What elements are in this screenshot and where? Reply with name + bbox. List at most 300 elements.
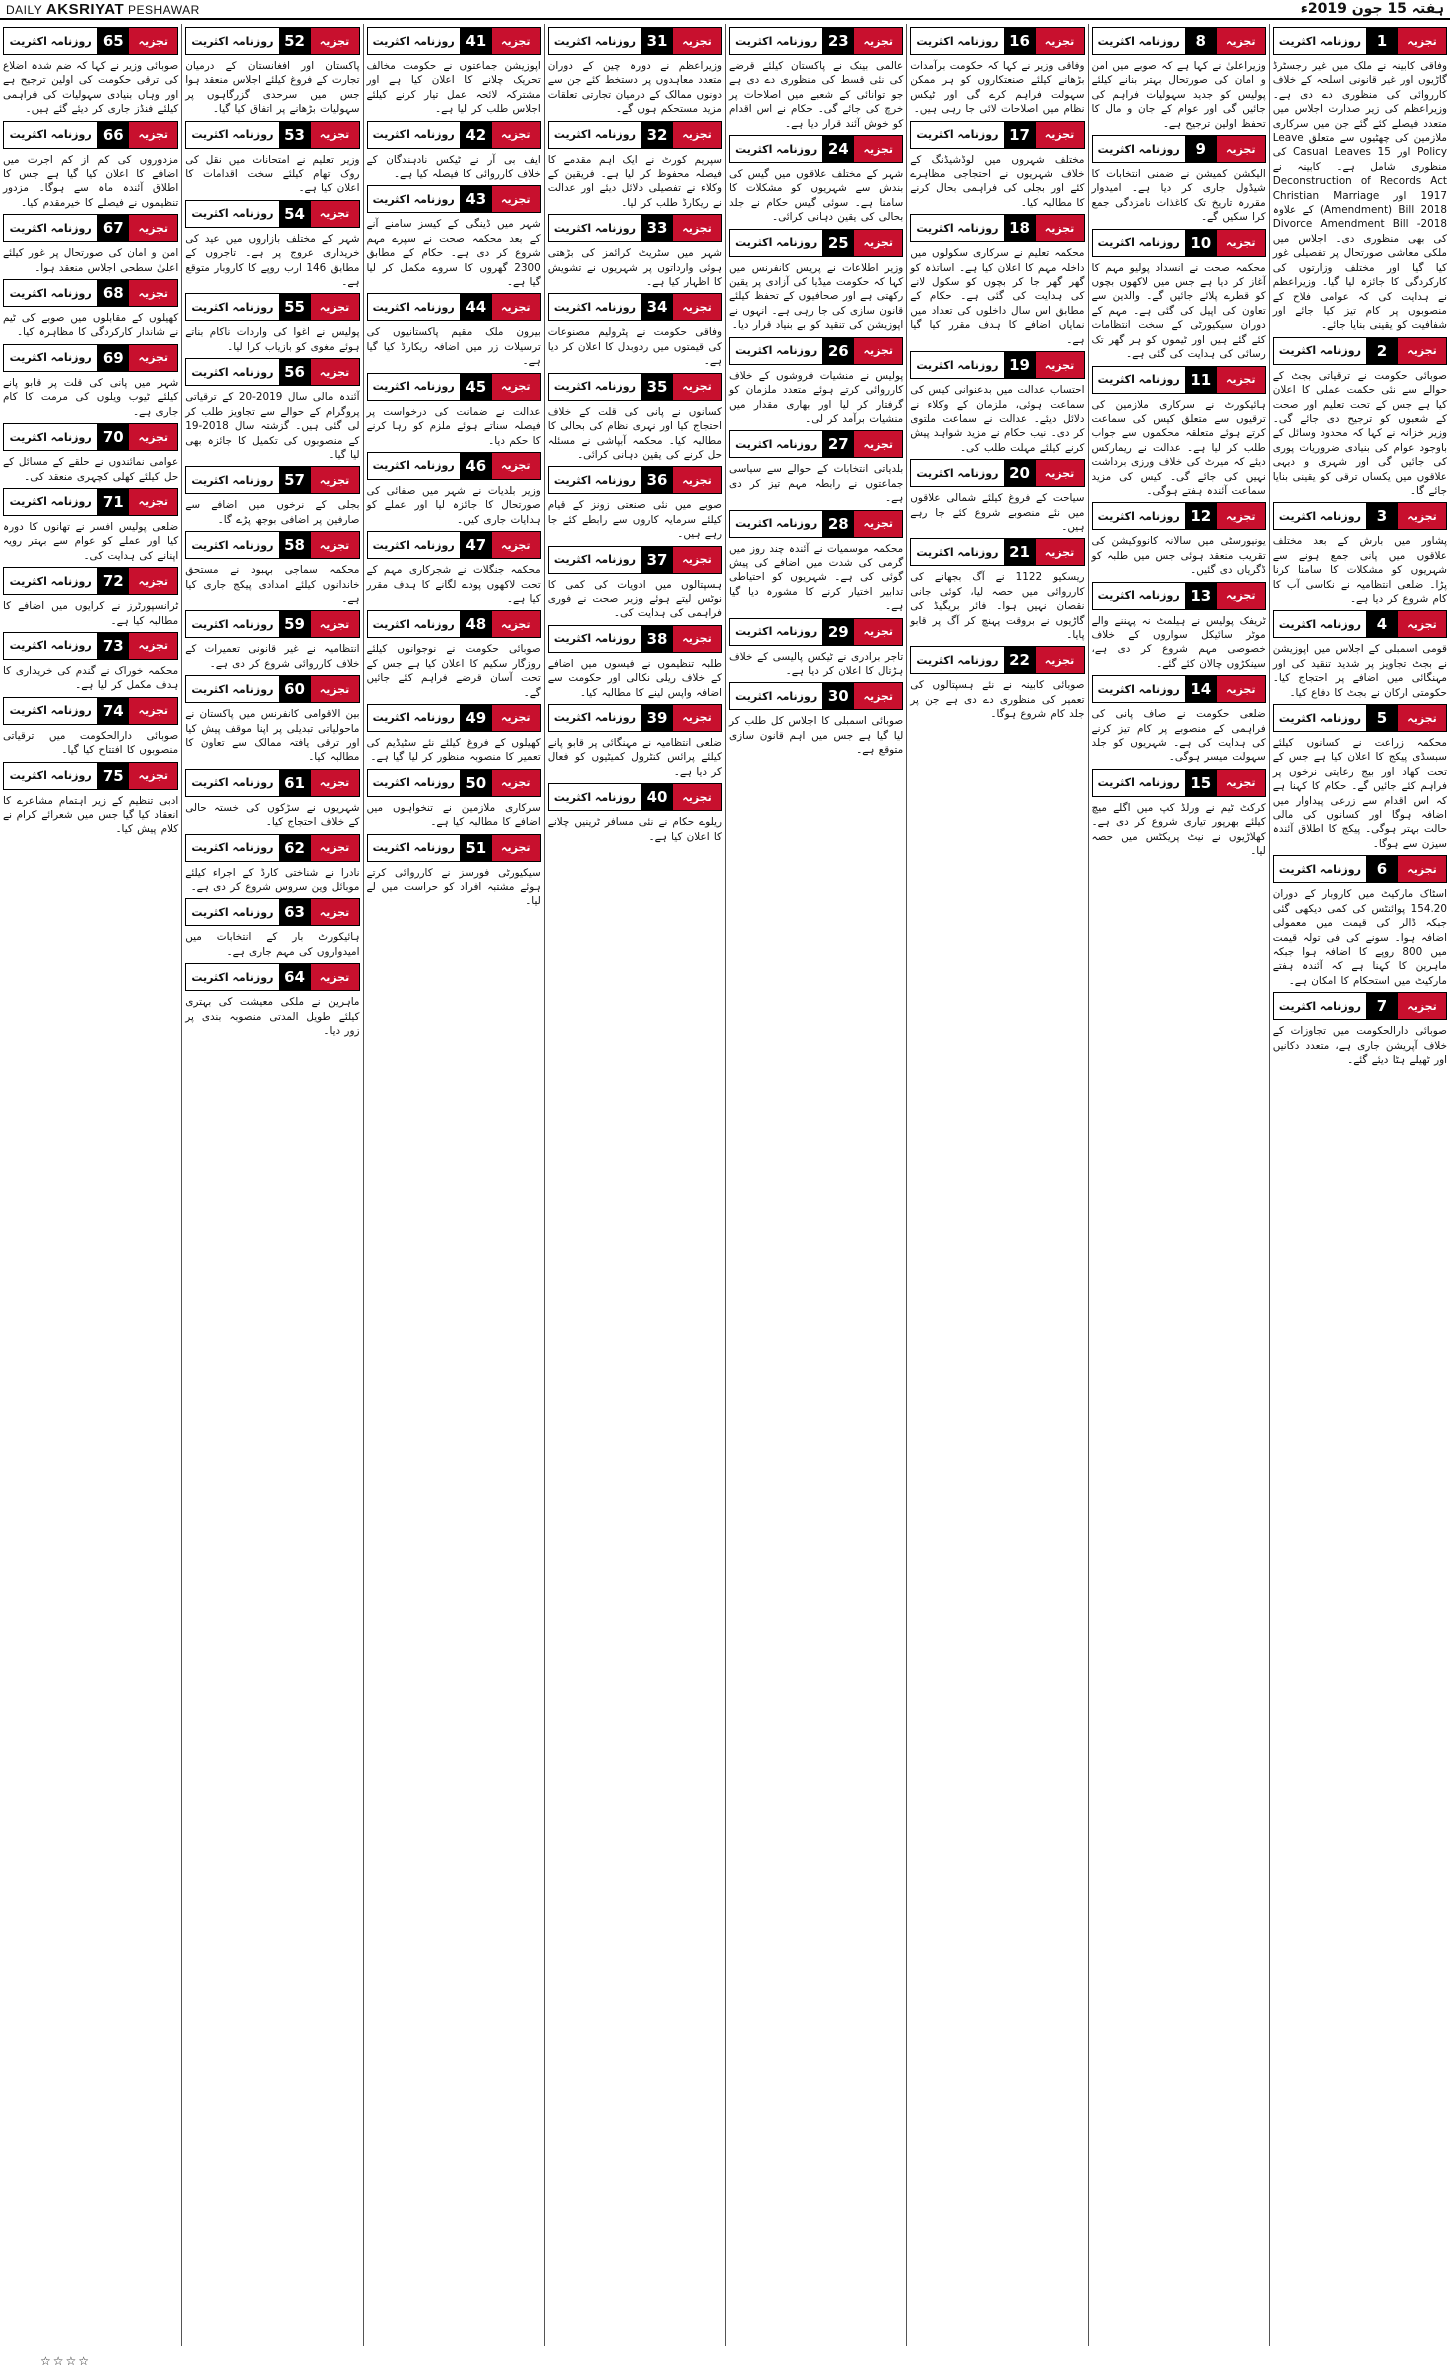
news-item — [548, 293, 722, 368]
item-header-bar — [1273, 27, 1447, 55]
item-body-text: قومی اسمبلی کے اجلاس میں اپوزیشن نے بجٹ تجاویز پر شدید تنقید کی اور مہنگائی میں اضافے پر احتجاج کیا۔ حکومتی ارکان نے بجٹ کا دفاع کیا۔ — [1272, 643, 1447, 699]
item-body-text: ٹریفک پولیس نے ہیلمٹ نہ پہننے والے موٹر سائیکل سواروں کے خلاف خصوصی مہم شروع کر دی ہے، سینکڑوں چالان کئے گئے۔ — [1091, 614, 1266, 670]
item-header-bar — [185, 963, 359, 991]
source-label: روزنامہ اکثریت — [9, 495, 92, 509]
analysis-label: تجزیہ — [673, 784, 721, 810]
source-label: روزنامہ اکثریت — [9, 128, 92, 142]
source-label: روزنامہ اکثریت — [372, 459, 455, 473]
news-item — [729, 337, 903, 427]
item-header-bar — [367, 121, 541, 149]
source-label: روزنامہ اکثریت — [372, 841, 455, 855]
analysis-label: تجزیہ — [854, 431, 902, 457]
source-label: روزنامہ اکثریت — [9, 574, 92, 588]
item-body-text: ریسکیو 1122 نے آگ بجھانے کی کارروائی میں حصہ لیا، کوئی جانی نقصان نہیں ہوا۔ فائر بریگیڈ کی گاڑیوں نے بروقت پہنچ کر آگ پر قابو پایا۔ — [910, 571, 1085, 641]
analysis-label: تجزیہ — [1217, 676, 1265, 702]
item-header-bar — [548, 27, 722, 55]
item-body-text: محکمہ تعلیم نے سرکاری سکولوں میں داخلہ مہم کا اعلان کیا ہے۔ اساتذہ کو گھر گھر جا کر بچوں کو سکول لانے کی ہدایت کی گئی ہے۔ حکام کے مطابق اس سال داخلوں کی تعداد میں نمایاں اضافے کا ہدف مقرر کیا گیا ہے۔ — [910, 247, 1085, 346]
source-label: روزنامہ اکثریت — [553, 632, 636, 646]
item-body-text: طلبہ تنظیموں نے فیسوں میں اضافے کے خلاف ریلی نکالی اور حکومت سے اضافہ واپس لینے کا مطالبہ کیا۔ — [547, 657, 722, 699]
item-body-text: سرکاری ملازمین نے تنخواہوں میں اضافے کا مطالبہ کیا ہے۔ — [366, 801, 541, 829]
analysis-label: تجزیہ — [1036, 539, 1084, 565]
news-item — [548, 373, 722, 463]
item-number: 9 — [1185, 136, 1217, 162]
item-body-text: محکمہ سماجی بہبود نے مستحق خاندانوں کیلئے امدادی پیکج جاری کیا ہے۔ — [185, 564, 360, 605]
news-column — [1269, 24, 1450, 2346]
newspaper-brand — [6, 1, 200, 18]
news-item — [910, 538, 1084, 642]
analysis-label: تجزیہ — [492, 611, 540, 637]
news-item — [548, 625, 722, 700]
item-header-bar — [548, 546, 722, 574]
analysis-label: تجزیہ — [492, 122, 540, 148]
item-number: 16 — [1004, 28, 1036, 54]
source-label: روزنامہ اکثریت — [1097, 373, 1180, 386]
item-body-text: شہر کے مختلف بازاروں میں عید کی خریداری عروج پر ہے۔ تاجروں کے مطابق 146 ارب روپے کا کاروبار متوقع ہے۔ — [185, 232, 360, 289]
item-header-bar — [1273, 704, 1447, 732]
source-label: روزنامہ اکثریت — [191, 617, 274, 631]
news-item — [367, 27, 541, 117]
source-label: روزنامہ اکثریت — [735, 437, 818, 451]
source-label: روزنامہ اکثریت — [1097, 776, 1180, 790]
news-item — [910, 27, 1084, 117]
news-item — [729, 682, 903, 757]
news-item — [367, 185, 541, 289]
item-body-text: ریلوے حکام نے نئی مسافر ٹرینیں چلانے کا اعلان کیا ہے۔ — [547, 816, 722, 843]
news-item — [185, 769, 359, 830]
item-number: 30 — [822, 683, 854, 709]
analysis-label: تجزیہ — [492, 186, 540, 212]
source-label: روزنامہ اکثریت — [372, 300, 455, 314]
item-body-text: ضلعی پولیس افسر نے تھانوں کا دورہ کیا اور عملے کو عوام سے بہتر رویہ اپنانے کی ہدایت کی۔ — [3, 520, 179, 562]
item-header-bar — [910, 214, 1084, 242]
item-body-text: شہر میں سٹریٹ کرائمز کی بڑھتی ہوئی وارداتوں پر شہریوں نے تشویش کا اظہار کیا ہے۔ — [547, 247, 722, 289]
item-header-bar — [185, 358, 359, 386]
news-item — [548, 27, 722, 117]
item-body-text: بجلی کے نرخوں میں اضافے سے صارفین پر اضافی بوجھ پڑے گا۔ — [185, 499, 360, 526]
analysis-label: تجزیہ — [492, 374, 540, 400]
item-body-text: وفاقی حکومت نے پٹرولیم مصنوعات کی قیمتوں میں ردوبدل کا اعلان کر دیا ہے۔ — [547, 326, 722, 368]
item-number: 55 — [279, 294, 311, 320]
analysis-label: تجزیہ — [1398, 611, 1446, 637]
source-label: روزنامہ اکثریت — [916, 358, 999, 372]
analysis-label: تجزیہ — [311, 899, 359, 925]
item-header-bar — [3, 488, 178, 516]
analysis-label: تجزیہ — [129, 763, 177, 789]
analysis-label: تجزیہ — [129, 424, 177, 450]
item-number: 31 — [641, 28, 673, 54]
news-item — [367, 452, 541, 527]
item-number: 53 — [279, 122, 311, 148]
source-label: روزنامہ اکثریت — [1097, 682, 1180, 696]
news-item — [1092, 769, 1266, 859]
source-label: روزنامہ اکثریت — [1278, 344, 1361, 358]
news-item — [1092, 675, 1266, 765]
item-number: 8 — [1185, 28, 1217, 54]
item-number: 4 — [1366, 611, 1398, 637]
source-label: روزنامہ اکثریت — [191, 34, 274, 48]
analysis-label: تجزیہ — [854, 619, 902, 645]
item-body-text: صوبائی حکومت نے نوجوانوں کیلئے روزگار سکیم کا اعلان کیا ہے جس کے تحت آسان قرضے فراہم کئے جائیں گے۔ — [366, 643, 541, 699]
source-label: روزنامہ اکثریت — [9, 221, 92, 235]
item-body-text: عالمی بینک نے پاکستان کیلئے قرضے کی نئی قسط کی منظوری دے دی ہے جو توانائی کے شعبے میں اصلاحات پر خرچ کی جائے گی۔ حکام نے اس اقدام کو خوش آئند قرار دیا ہے۔ — [729, 60, 904, 130]
item-number: 7 — [1366, 993, 1398, 1019]
news-item — [3, 279, 178, 340]
item-number: 37 — [641, 547, 673, 573]
source-label: روزنامہ اکثریت — [1097, 589, 1180, 603]
item-header-bar — [367, 452, 541, 480]
news-item — [3, 27, 178, 117]
item-body-text: صوبائی وزیر نے کہا کہ ضم شدہ اضلاع کی ترقی حکومت کی اولین ترجیح ہے اور وہاں بنیادی سہولیات کی فراہمی کیلئے فنڈز جاری کر دیئے گئے ہیں۔ — [3, 60, 179, 116]
item-header-bar — [729, 430, 903, 458]
source-label: روزنامہ اکثریت — [1278, 711, 1361, 725]
item-number: 70 — [97, 424, 129, 450]
item-header-bar — [1092, 502, 1266, 530]
item-number: 2 — [1366, 338, 1398, 364]
masthead — [0, 0, 1450, 20]
analysis-label: تجزیہ — [854, 136, 902, 162]
analysis-label: تجزیہ — [311, 835, 359, 861]
item-body-text: پاکستان اور افغانستان کے درمیان تجارت کے فروغ کیلئے اجلاس منعقد ہوا جس میں سرحدی گزرگاہوں پر سہولیات بڑھانے پر اتفاق کیا گیا۔ — [185, 60, 360, 116]
source-label: روزنامہ اکثریت — [735, 34, 818, 48]
item-number: 60 — [279, 676, 311, 702]
analysis-label: تجزیہ — [492, 770, 540, 796]
item-body-text: صوبائی کابینہ نے نئے ہسپتالوں کی تعمیر کی منظوری دے دی ہے جن پر جلد کام شروع ہوگا۔ — [910, 679, 1085, 721]
news-item — [1092, 135, 1266, 225]
source-label: روزنامہ اکثریت — [191, 473, 274, 487]
analysis-label: تجزیہ — [1036, 122, 1084, 148]
source-label: روزنامہ اکثریت — [1278, 862, 1361, 876]
source-label: روزنامہ اکثریت — [916, 128, 999, 142]
item-number: 33 — [641, 215, 673, 241]
news-item — [729, 27, 903, 131]
news-item — [548, 783, 722, 844]
news-item — [548, 214, 722, 289]
analysis-label: تجزیہ — [854, 511, 902, 537]
item-body-text: عدالت نے ضمانت کی درخواست پر فیصلہ سناتے ہوئے ملزم کو رہا کرنے کا حکم دیا۔ — [366, 405, 541, 447]
source-label: روزنامہ اکثریت — [1097, 142, 1180, 156]
item-body-text: امن و امان کی صورتحال پر غور کیلئے اعلیٰ سطحی اجلاس منعقد ہوا۔ — [3, 247, 179, 274]
item-header-bar — [1092, 135, 1266, 163]
item-number: 56 — [279, 359, 311, 385]
news-item — [185, 531, 359, 606]
analysis-label: تجزیہ — [1217, 503, 1265, 529]
item-number: 42 — [460, 122, 492, 148]
item-header-bar — [367, 373, 541, 401]
item-body-text: شہر میں ڈینگی کے کیسز سامنے آنے کے بعد محکمہ صحت نے سپرے مہم شروع کر دی ہے۔ حکام کے مطابق 2300 گھروں کا سروے مکمل کر لیا گیا ہے۔ — [366, 218, 541, 289]
item-body-text: کھیلوں کے فروغ کیلئے نئے سٹیڈیم کی تعمیر کا منصوبہ منظور کر لیا گیا ہے۔ — [366, 736, 541, 764]
news-item — [185, 834, 359, 895]
item-header-bar — [367, 185, 541, 213]
item-number: 38 — [641, 626, 673, 652]
news-item — [1273, 27, 1447, 333]
analysis-label: تجزیہ — [1398, 856, 1446, 882]
analysis-label: تجزیہ — [311, 467, 359, 493]
item-body-text: سیکیورٹی فورسز نے کارروائی کرتے ہوئے مشتبہ افراد کو حراست میں لے لیا۔ — [366, 866, 541, 908]
news-item — [367, 121, 541, 182]
news-item — [1273, 610, 1447, 700]
analysis-label: تجزیہ — [854, 338, 902, 364]
analysis-label: تجزیہ — [492, 28, 540, 54]
source-label: روزنامہ اکثریت — [735, 236, 818, 250]
item-number: 21 — [1004, 539, 1036, 565]
news-column — [544, 24, 725, 2346]
item-header-bar — [185, 531, 359, 559]
news-item — [185, 358, 359, 462]
news-item — [185, 675, 359, 765]
analysis-label: تجزیہ — [1036, 647, 1084, 673]
analysis-label: تجزیہ — [1217, 28, 1265, 54]
analysis-label: تجزیہ — [311, 122, 359, 148]
item-number: 51 — [460, 835, 492, 861]
item-header-bar — [185, 466, 359, 494]
item-header-bar — [910, 351, 1084, 379]
item-header-bar — [367, 834, 541, 862]
news-item — [185, 963, 359, 1038]
item-number: 43 — [460, 186, 492, 212]
news-columns — [0, 24, 1450, 2346]
source-label: روزنامہ اکثریت — [735, 689, 818, 703]
analysis-label: تجزیہ — [673, 374, 721, 400]
item-body-text: بیرون ملک مقیم پاکستانیوں کی ترسیلات زر میں اضافہ ریکارڈ کیا گیا ہے۔ — [366, 326, 541, 368]
analysis-label: تجزیہ — [129, 698, 177, 724]
item-body-text: وزیراعلیٰ نے کہا ہے کہ صوبے میں امن و امان کی صورتحال بہتر بنانے کیلئے پولیس کو جدید سہولیات فراہم کی جائیں گی اور عوام کے جان و مال کا تحفظ اولین ترجیح ہے۔ — [1091, 60, 1266, 130]
item-header-bar — [367, 27, 541, 55]
item-header-bar — [367, 769, 541, 797]
analysis-label: تجزیہ — [1036, 460, 1084, 486]
item-number: 66 — [97, 122, 129, 148]
item-body-text: پولیس نے اغوا کی واردات ناکام بناتے ہوئے مغوی کو بازیاب کرا لیا۔ — [185, 326, 360, 353]
item-header-bar — [367, 610, 541, 638]
item-body-text: کھیلوں کے مقابلوں میں صوبے کی ٹیم نے شاندار کارکردگی کا مظاہرہ کیا۔ — [3, 312, 179, 339]
item-number: 36 — [641, 467, 673, 493]
item-number: 52 — [279, 28, 311, 54]
news-item — [185, 121, 359, 196]
item-header-bar — [910, 538, 1084, 566]
news-column — [181, 24, 362, 2346]
source-label: روزنامہ اکثریت — [372, 380, 455, 394]
item-header-bar — [185, 27, 359, 55]
item-header-bar — [1273, 502, 1447, 530]
item-header-bar — [729, 618, 903, 646]
item-header-bar — [1092, 769, 1266, 797]
item-body-text: شہر کے مختلف علاقوں میں گیس کی بندش سے شہریوں کو مشکلات کا سامنا ہے۔ سوئی گیس حکام نے جلد بحالی کی یقین دہانی کرائی۔ — [729, 168, 904, 224]
item-body-text: وزیر اطلاعات نے پریس کانفرنس میں کہا کہ حکومت میڈیا کی آزادی پر یقین رکھتی ہے اور صحافیوں کے تحفظ کیلئے قانون سازی کی جا رہی ہے۔ انہوں نے اپوزیشن کی تنقید کو بے بنیاد قرار دیا۔ — [729, 261, 904, 332]
analysis-label: تجزیہ — [1036, 215, 1084, 241]
analysis-label: تجزیہ — [311, 28, 359, 54]
source-label: روزنامہ اکثریت — [553, 711, 636, 725]
item-number: 49 — [460, 705, 492, 731]
news-item — [3, 214, 178, 275]
analysis-label: تجزیہ — [311, 964, 359, 990]
news-item — [729, 135, 903, 225]
item-header-bar — [3, 697, 178, 725]
source-label: روزنامہ اکثریت — [372, 128, 455, 142]
news-item — [729, 618, 903, 679]
source-label: روزنامہ اکثریت — [553, 300, 636, 314]
item-body-text: صوبے میں نئی صنعتی زونز کے قیام کیلئے سرمایہ کاروں سے رابطے کئے جا رہے ہیں۔ — [547, 499, 722, 541]
item-number: 73 — [97, 633, 129, 659]
analysis-label: تجزیہ — [1217, 583, 1265, 609]
item-header-bar — [185, 610, 359, 638]
source-label: روزنامہ اکثریت — [1097, 34, 1180, 48]
source-label: روزنامہ اکثریت — [553, 553, 636, 567]
item-number: 22 — [1004, 647, 1036, 673]
analysis-label: تجزیہ — [311, 532, 359, 558]
item-header-bar — [1092, 229, 1266, 257]
item-number: 40 — [641, 784, 673, 810]
item-header-bar — [367, 704, 541, 732]
item-number: 13 — [1185, 583, 1217, 609]
item-number: 62 — [279, 835, 311, 861]
item-number: 3 — [1366, 503, 1398, 529]
news-item — [3, 344, 178, 419]
item-body-text: ہائیکورٹ بار کے انتخابات میں امیدواروں کی مہم جاری ہے۔ — [185, 931, 360, 958]
item-number: 39 — [641, 705, 673, 731]
item-body-text: کرکٹ ٹیم نے ورلڈ کپ میں اگلے میچ کیلئے بھرپور تیاری شروع کر دی ہے۔ کھلاڑیوں نے نیٹ پریکٹس میں حصہ لیا۔ — [1091, 801, 1266, 858]
news-item — [367, 293, 541, 368]
item-header-bar — [185, 769, 359, 797]
item-header-bar — [3, 423, 178, 451]
source-label: روزنامہ اکثریت — [191, 776, 274, 790]
item-body-text: تاجر برادری نے ٹیکس پالیسی کے خلاف ہڑتال کا اعلان کر دیا ہے۔ — [729, 650, 904, 677]
item-body-text: محکمہ صحت نے انسداد پولیو مہم کا آغاز کر دیا ہے جس میں لاکھوں بچوں کو قطرے پلائے جائیں گے۔ والدین سے تعاون کی اپیل کی گئی ہے۔ مہم کے دوران سیکیورٹی کے سخت انتظامات کئے گئے ہیں اور ٹیموں کو ہر گھر تک رسائی کی ہدایت کی گئی ہے۔ — [1091, 261, 1266, 361]
item-header-bar — [910, 27, 1084, 55]
item-number: 19 — [1004, 352, 1036, 378]
item-body-text: وزیراعظم نے دورہ چین کے دوران متعدد معاہدوں پر دستخط کئے جن سے دونوں ممالک کے درمیان تجارتی تعلقات مزید مستحکم ہوں گے۔ — [547, 60, 722, 116]
item-body-text: احتساب عدالت میں بدعنوانی کیس کی سماعت ہوئی، ملزمان کے وکلاء نے دلائل دیئے۔ عدالت نے سماعت ملتوی کر دی۔ نیب حکام نے مزید شواہد پیش کرنے کیلئے مہلت طلب کی۔ — [910, 384, 1085, 454]
item-number: 14 — [1185, 676, 1217, 702]
item-body-text: ضلعی انتظامیہ نے مہنگائی پر قابو پانے کیلئے پرائس کنٹرول کمیٹیوں کو فعال کر دیا ہے۔ — [547, 736, 722, 778]
item-number: 63 — [279, 899, 311, 925]
source-label: روزنامہ اکثریت — [916, 34, 999, 48]
source-label: روزنامہ اکثریت — [553, 473, 636, 487]
item-header-bar — [185, 200, 359, 228]
item-number: 50 — [460, 770, 492, 796]
news-item — [3, 762, 178, 837]
item-body-text: مختلف شہروں میں لوڈشیڈنگ کے خلاف شہریوں نے احتجاجی مظاہرے کئے اور بجلی کی فراہمی بحال کرنے کا مطالبہ کیا۔ — [910, 153, 1085, 209]
news-item — [3, 121, 178, 211]
item-body-text: انتظامیہ نے غیر قانونی تعمیرات کے خلاف کارروائی شروع کر دی ہے۔ — [185, 643, 360, 670]
news-item — [1092, 229, 1266, 362]
item-number: 61 — [279, 770, 311, 796]
item-body-text: اسٹاک مارکیٹ میں کاروبار کے دوران 154.20 پوائنٹس کی کمی دیکھی گئی جبکہ ڈالر کی قیمت میں معمولی اضافہ ہوا۔ سونے کی فی تولہ قیمت میں 800 روپے کا اضافہ ہوا جبکہ ماہرین کا کہنا ہے کہ آئندہ ہفتے مارکیٹ میں استحکام کا امکان ہے۔ — [1272, 888, 1447, 987]
analysis-label: تجزیہ — [673, 547, 721, 573]
news-item — [367, 610, 541, 700]
item-number: 15 — [1185, 770, 1217, 796]
item-header-bar — [3, 27, 178, 55]
item-number: 35 — [641, 374, 673, 400]
analysis-label: تجزیہ — [129, 633, 177, 659]
item-number: 28 — [822, 511, 854, 537]
analysis-label: تجزیہ — [1398, 503, 1446, 529]
item-number: 24 — [822, 136, 854, 162]
analysis-label: تجزیہ — [673, 626, 721, 652]
end-stars: ☆☆☆☆ — [40, 2354, 92, 2368]
item-number: 44 — [460, 294, 492, 320]
item-number: 18 — [1004, 215, 1036, 241]
analysis-label: تجزیہ — [492, 835, 540, 861]
item-body-text: صوبائی دارالحکومت میں تجاوزات کے خلاف آپریشن جاری ہے، متعدد دکانیں اور ٹھیلے ہٹا دیئے گئے۔ — [1272, 1025, 1447, 1066]
news-column — [1088, 24, 1269, 2346]
analysis-label: تجزیہ — [129, 345, 177, 371]
news-item — [367, 704, 541, 765]
source-label: روزنامہ اکثریت — [553, 221, 636, 235]
source-label: روزنامہ اکثریت — [191, 538, 274, 552]
item-header-bar — [548, 373, 722, 401]
item-body-text: سیاحت کے فروغ کیلئے شمالی علاقوں میں نئے منصوبے شروع کئے جا رہے ہیں۔ — [910, 492, 1085, 533]
item-header-bar — [548, 783, 722, 811]
item-number: 46 — [460, 453, 492, 479]
item-number: 26 — [822, 338, 854, 364]
source-label: روزنامہ اکثریت — [191, 300, 274, 314]
item-number: 25 — [822, 230, 854, 256]
source-label: روزنامہ اکثریت — [1278, 509, 1361, 523]
item-body-text: محکمہ جنگلات نے شجرکاری مہم کے تحت لاکھوں پودے لگانے کا ہدف مقرر کیا ہے۔ — [366, 564, 541, 605]
news-item — [3, 567, 178, 628]
analysis-label: تجزیہ — [492, 453, 540, 479]
source-label: روزنامہ اکثریت — [916, 466, 999, 480]
news-item — [367, 373, 541, 448]
source-label: روزنامہ اکثریت — [553, 380, 636, 394]
item-number: 20 — [1004, 460, 1036, 486]
analysis-label: تجزیہ — [311, 201, 359, 227]
item-header-bar — [1273, 855, 1447, 883]
item-header-bar — [367, 531, 541, 559]
source-label: روزنامہ اکثریت — [9, 704, 92, 718]
source-label: روزنامہ اکثریت — [372, 192, 455, 206]
news-item — [3, 632, 178, 693]
item-number: 64 — [279, 964, 311, 990]
brand-name: AKSRIYAT — [45, 0, 125, 18]
item-body-text: مزدوروں کی کم از کم اجرت میں اضافے کا اعلان کیا گیا ہے جس کا اطلاق آئندہ ماہ سے ہوگا۔ مزدور تنظیموں نے فیصلے کا خیرمقدم کیا۔ — [3, 153, 179, 209]
news-item — [367, 769, 541, 830]
analysis-label: تجزیہ — [1036, 28, 1084, 54]
source-label: روزنامہ اکثریت — [735, 625, 818, 639]
source-label: روزنامہ اکثریت — [735, 142, 818, 156]
news-item — [910, 121, 1084, 211]
item-number: 69 — [97, 345, 129, 371]
item-body-text: وفاقی وزیر نے کہا کہ حکومت برآمدات بڑھانے کیلئے صنعتکاروں کو ہر ممکن سہولت فراہم کرے گی اور ٹیکس نظام میں اصلاحات لائی جا رہی ہیں۔ — [910, 60, 1085, 116]
news-item — [1273, 855, 1447, 988]
item-number: 68 — [97, 280, 129, 306]
analysis-label: تجزیہ — [673, 215, 721, 241]
item-body-text: آئندہ مالی سال 2019-20 کے ترقیاتی پروگرام کے حوالے سے تجاویز طلب کر لی گئی ہیں۔ گزشتہ سال 2018-19 کے منصوبوں کی تکمیل کا جائزہ بھی لیا گیا۔ — [185, 391, 360, 461]
source-label: روزنامہ اکثریت — [1097, 509, 1180, 523]
analysis-label: تجزیہ — [1398, 338, 1446, 364]
news-item — [185, 293, 359, 354]
item-number: 27 — [822, 431, 854, 457]
analysis-label: تجزیہ — [1217, 770, 1265, 796]
news-column — [363, 24, 544, 2346]
news-item — [910, 646, 1084, 721]
analysis-label: تجزیہ — [492, 532, 540, 558]
source-label: روزنامہ اکثریت — [191, 841, 274, 855]
news-item — [367, 531, 541, 606]
source-label: روزنامہ اکثریت — [735, 344, 818, 358]
item-header-bar — [910, 459, 1084, 487]
source-label: روزنامہ اکثریت — [9, 351, 92, 365]
analysis-label: تجزیہ — [1398, 28, 1446, 54]
news-item — [729, 229, 903, 333]
source-label: روزنامہ اکثریت — [1278, 617, 1361, 631]
news-item — [548, 121, 722, 211]
item-body-text: شہر میں پانی کی قلت پر قابو پانے کیلئے ٹیوب ویلوں کی مرمت کا کام جاری ہے۔ — [3, 376, 179, 418]
item-header-bar — [3, 567, 178, 595]
item-number: 59 — [279, 611, 311, 637]
item-number: 47 — [460, 532, 492, 558]
item-header-bar — [3, 632, 178, 660]
source-label: روزنامہ اکثریت — [735, 517, 818, 531]
